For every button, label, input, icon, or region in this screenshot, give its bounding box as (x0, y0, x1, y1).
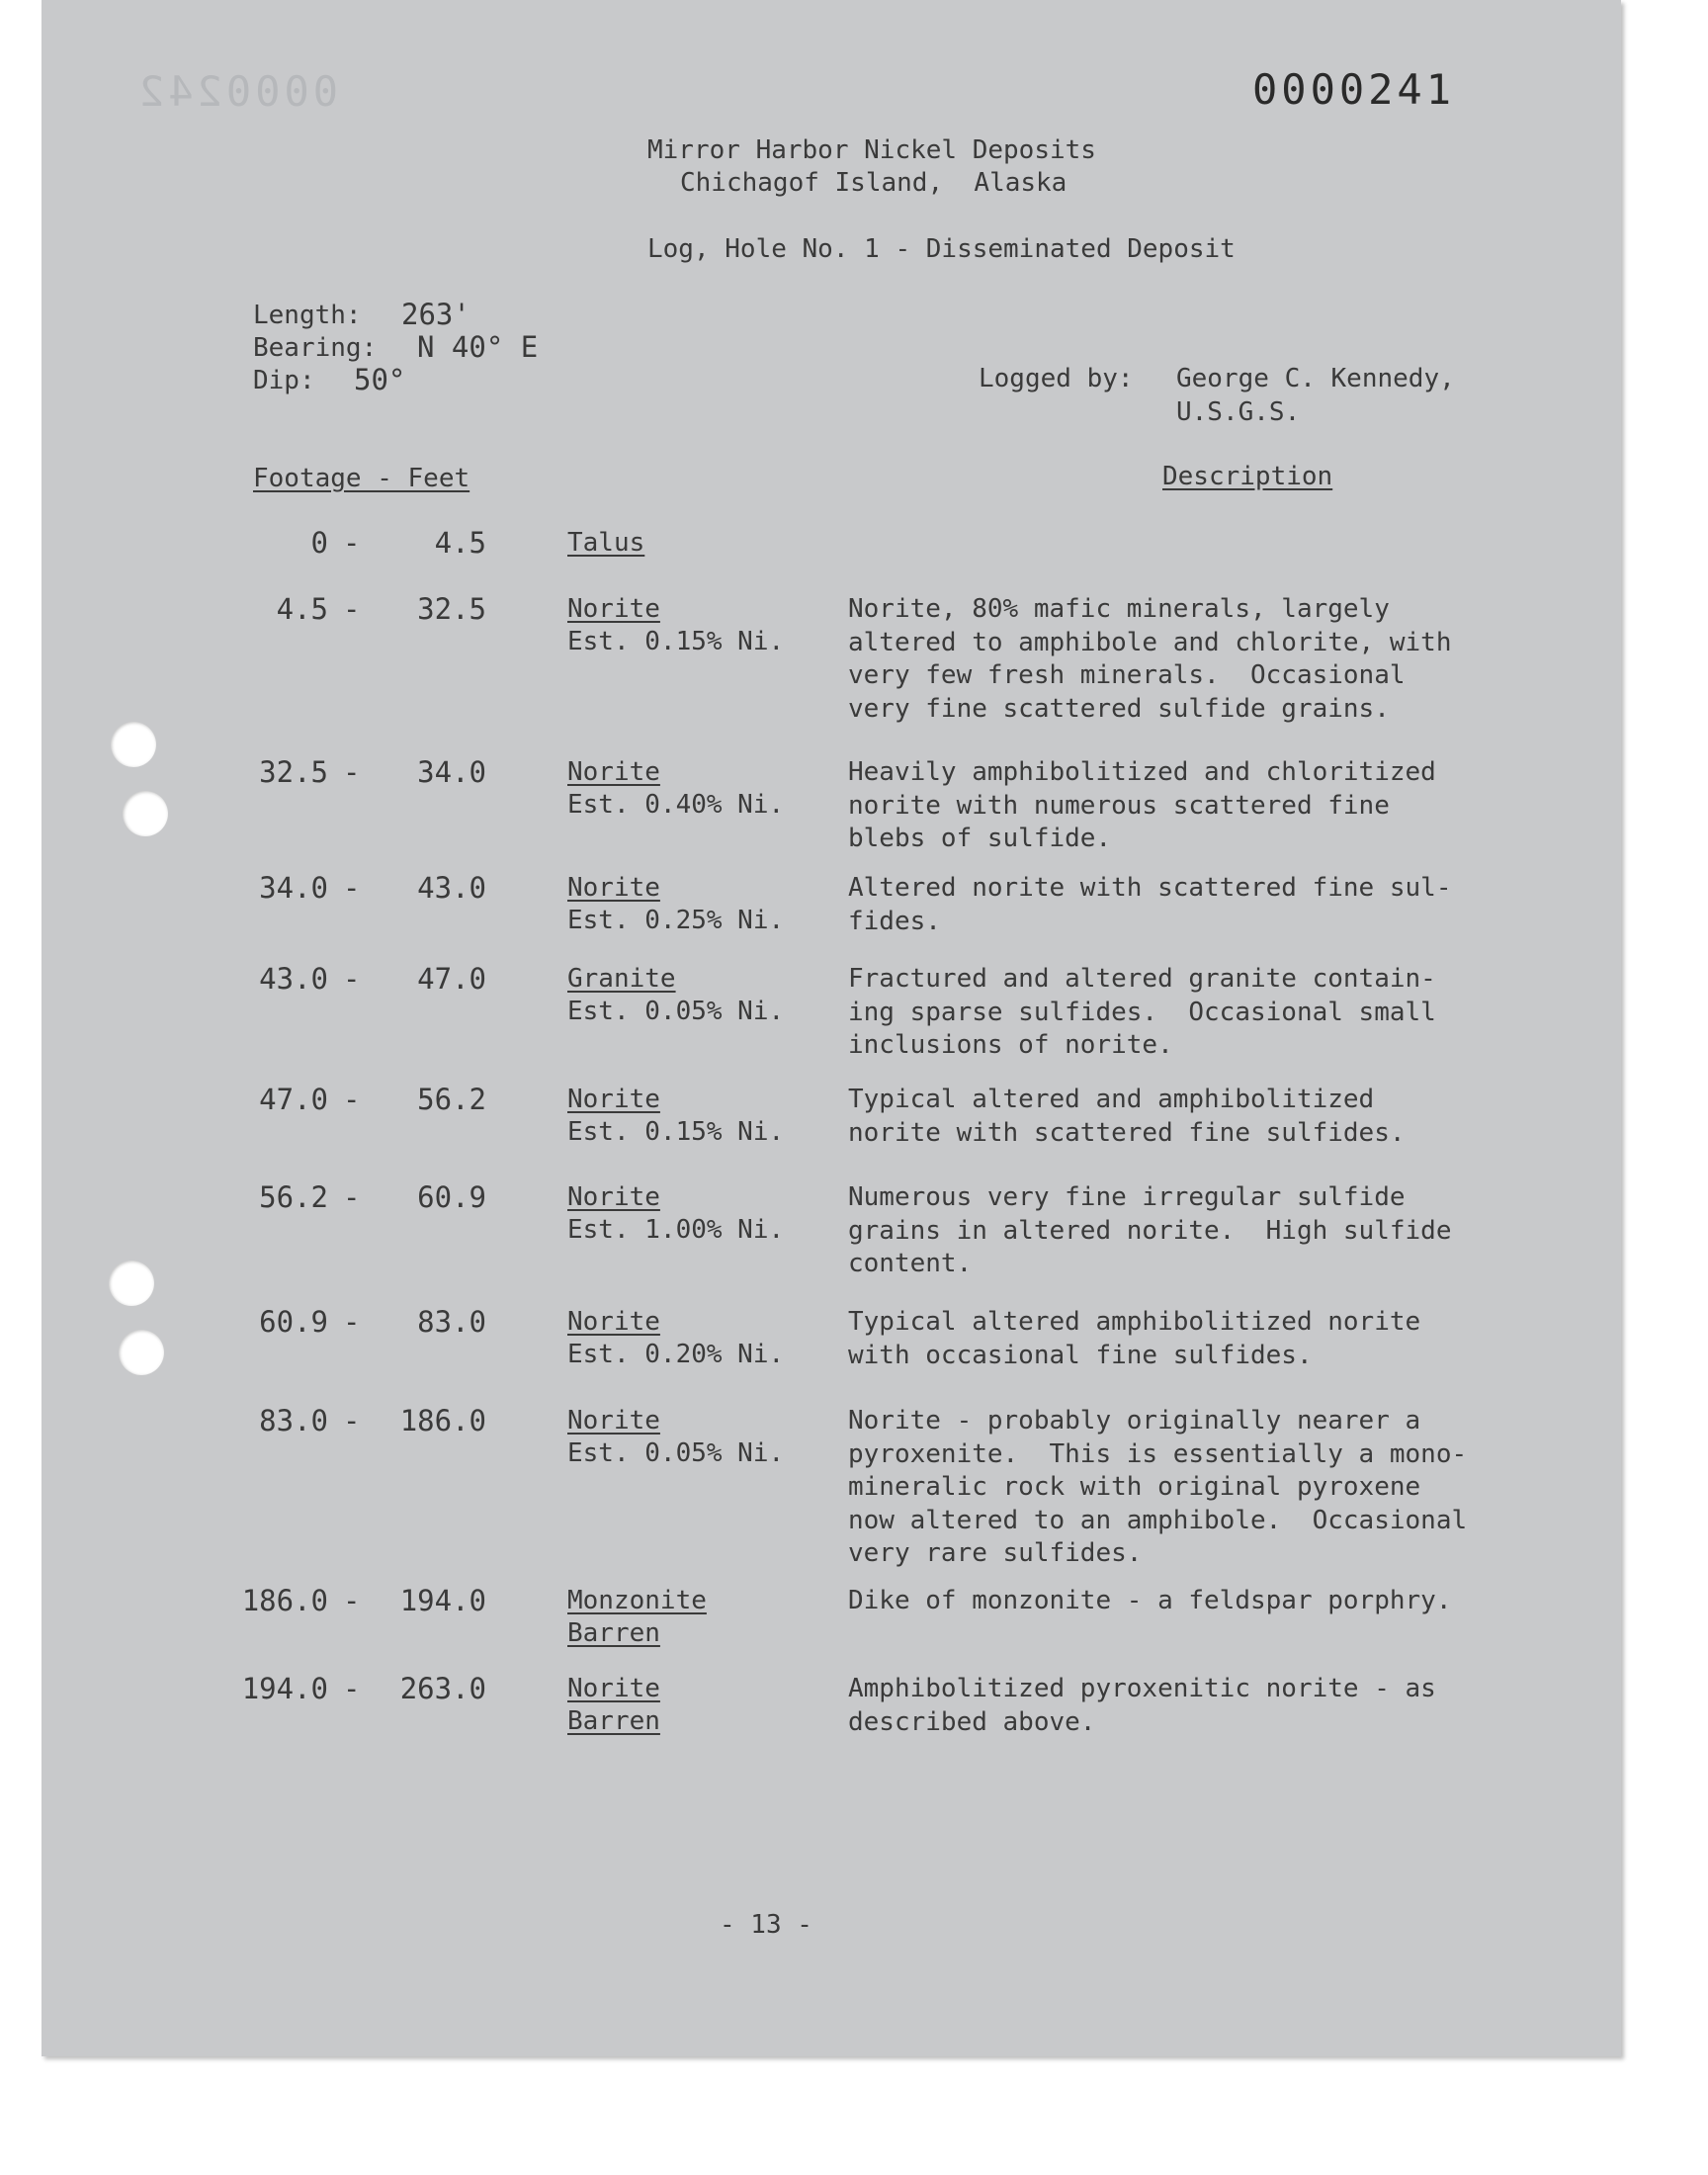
document-number-stamp: 0000241 (1252, 65, 1456, 114)
logger-name: George C. Kennedy, (1176, 364, 1455, 393)
row-description (848, 593, 1540, 726)
description-line: Dike of monzonite - a feldspar porphry. (848, 1586, 1452, 1615)
description-line: Norite, 80% mafic minerals, largely (848, 594, 1390, 624)
row-description (848, 756, 1540, 856)
footage-from: 4.5 (276, 592, 328, 626)
rock-type: Norite (567, 1307, 660, 1337)
bearing-value: N 40° E (417, 330, 539, 364)
rock-type: Norite (567, 873, 660, 903)
footage-from: 32.5 (259, 755, 328, 789)
footage-to: 47.0 (417, 962, 486, 996)
row-description (848, 1673, 1540, 1739)
footage-from: 43.0 (259, 962, 328, 996)
row-description (848, 872, 1540, 938)
description-line: grains in altered norite. High sulfide (848, 1215, 1452, 1246)
nickel-grade: Est. 0.20% Ni. (567, 1340, 785, 1369)
rock-type: Norite (567, 1674, 660, 1703)
punch-hole (111, 722, 156, 767)
footage-from: 194.0 (241, 1672, 328, 1705)
footage-dash: - (343, 962, 361, 996)
nickel-grade: Barren (567, 1706, 660, 1736)
description-line: described above. (848, 1706, 1096, 1737)
footage-to: 32.5 (417, 592, 486, 626)
description-line: norite with scattered fine sulfides. (848, 1117, 1406, 1148)
description-line: norite with numerous scattered fine (848, 790, 1390, 821)
title-line-2: Chichagof Island, Alaska (680, 168, 1068, 198)
footage-dash: - (343, 755, 361, 789)
footage-to: 4.5 (434, 526, 486, 560)
description-line: very few fresh minerals. Occasional (848, 660, 1406, 690)
description-line: Typical altered and amphibolitized (848, 1085, 1375, 1114)
nickel-grade: Est. 0.25% Ni. (567, 906, 785, 935)
punch-hole (123, 791, 168, 836)
footage-dash: - (343, 592, 361, 626)
nickel-grade: Est. 0.15% Ni. (567, 627, 785, 656)
page-number: - 13 - (720, 1910, 812, 1940)
nickel-grade: Est. 0.05% Ni. (567, 997, 785, 1026)
rock-type: Norite (567, 1182, 660, 1212)
footage-to: 43.0 (417, 871, 486, 905)
footage-to: 34.0 (417, 755, 486, 789)
description-line: Amphibolitized pyroxenitic norite - as (848, 1674, 1436, 1703)
footage-from: 0 (310, 526, 328, 560)
logger-organization: U.S.G.S. (1176, 397, 1301, 427)
description-line: Numerous very fine irregular sulfide (848, 1182, 1406, 1212)
description-line: now altered to an amphibole. Occasional (848, 1505, 1468, 1535)
footage-dash: - (343, 1584, 361, 1617)
dip-value: 50° (354, 363, 406, 396)
footage-dash: - (343, 1672, 361, 1705)
row-description (848, 1405, 1540, 1571)
nickel-grade: Barren (567, 1618, 660, 1648)
description-line: fides. (848, 906, 941, 936)
nickel-grade: Est. 1.00% Ni. (567, 1215, 785, 1245)
row-description (848, 1306, 1540, 1372)
description-line: Typical altered amphibolitized norite (848, 1307, 1421, 1337)
description-line: pyroxenite. This is essentially a mono- (848, 1438, 1468, 1469)
bleed-through-number: 0000242 (135, 67, 339, 116)
footage-from: 186.0 (241, 1584, 328, 1617)
footage-dash: - (343, 1083, 361, 1116)
length-value: 263' (401, 298, 470, 331)
nickel-grade: Est. 0.05% Ni. (567, 1438, 785, 1468)
description-line: mineralic rock with original pyroxene (848, 1472, 1421, 1502)
description-line: ing sparse sulfides. Occasional small (848, 997, 1436, 1027)
nickel-grade: Est. 0.40% Ni. (567, 790, 785, 820)
description-line: Fractured and altered granite contain- (848, 964, 1436, 994)
nickel-grade: Est. 0.15% Ni. (567, 1117, 785, 1147)
footage-from: 56.2 (259, 1180, 328, 1214)
footage-from: 83.0 (259, 1404, 328, 1437)
footage-to: 60.9 (417, 1180, 486, 1214)
document-page (42, 0, 1621, 2056)
footage-from: 60.9 (259, 1305, 328, 1339)
rock-type: Norite (567, 594, 660, 624)
footage-dash: - (343, 1404, 361, 1437)
logged-by-label: Logged by: (979, 364, 1134, 393)
punch-hole (119, 1330, 164, 1375)
description-line: very rare sulfides. (848, 1538, 1143, 1568)
description-line: very fine scattered sulfide grains. (848, 693, 1390, 724)
row-description (848, 1585, 1540, 1618)
description-line: altered to amphibole and chlorite, with (848, 627, 1452, 657)
dip-label: Dip: (253, 366, 315, 395)
description-line: Heavily amphibolitized and chloritized (848, 757, 1436, 787)
footage-to: 83.0 (417, 1305, 486, 1339)
description-line: Norite - probably originally nearer a (848, 1406, 1421, 1436)
footage-to: 263.0 (399, 1672, 486, 1705)
rock-type: Norite (567, 757, 660, 787)
footage-to: 186.0 (399, 1404, 486, 1437)
description-column-header: Description (1162, 462, 1333, 491)
rock-type: Monzonite (567, 1586, 707, 1615)
footage-to: 56.2 (417, 1083, 486, 1116)
title-line-1: Mirror Harbor Nickel Deposits (647, 135, 1096, 165)
footage-dash: - (343, 526, 361, 560)
description-line: content. (848, 1249, 973, 1278)
rock-type: Norite (567, 1406, 660, 1436)
rock-type: Granite (567, 964, 676, 994)
footage-dash: - (343, 1305, 361, 1339)
footage-to: 194.0 (399, 1584, 486, 1617)
bearing-label: Bearing: (253, 333, 378, 363)
log-title: Log, Hole No. 1 - Disseminated Deposit (647, 234, 1236, 264)
row-description (848, 1181, 1540, 1281)
row-description (848, 963, 1540, 1063)
length-label: Length: (253, 301, 362, 330)
rock-type: Talus (567, 528, 645, 558)
description-line: with occasional fine sulfides. (848, 1340, 1313, 1370)
footage-from: 47.0 (259, 1083, 328, 1116)
punch-hole (109, 1261, 154, 1306)
row-description (848, 1084, 1540, 1150)
footage-dash: - (343, 1180, 361, 1214)
description-line: blebs of sulfide. (848, 824, 1112, 853)
footage-column-header: Footage - Feet (253, 464, 470, 493)
rock-type: Norite (567, 1085, 660, 1114)
footage-dash: - (343, 871, 361, 905)
description-line: inclusions of norite. (848, 1030, 1173, 1060)
footage-from: 34.0 (259, 871, 328, 905)
description-line: Altered norite with scattered fine sul- (848, 873, 1452, 903)
